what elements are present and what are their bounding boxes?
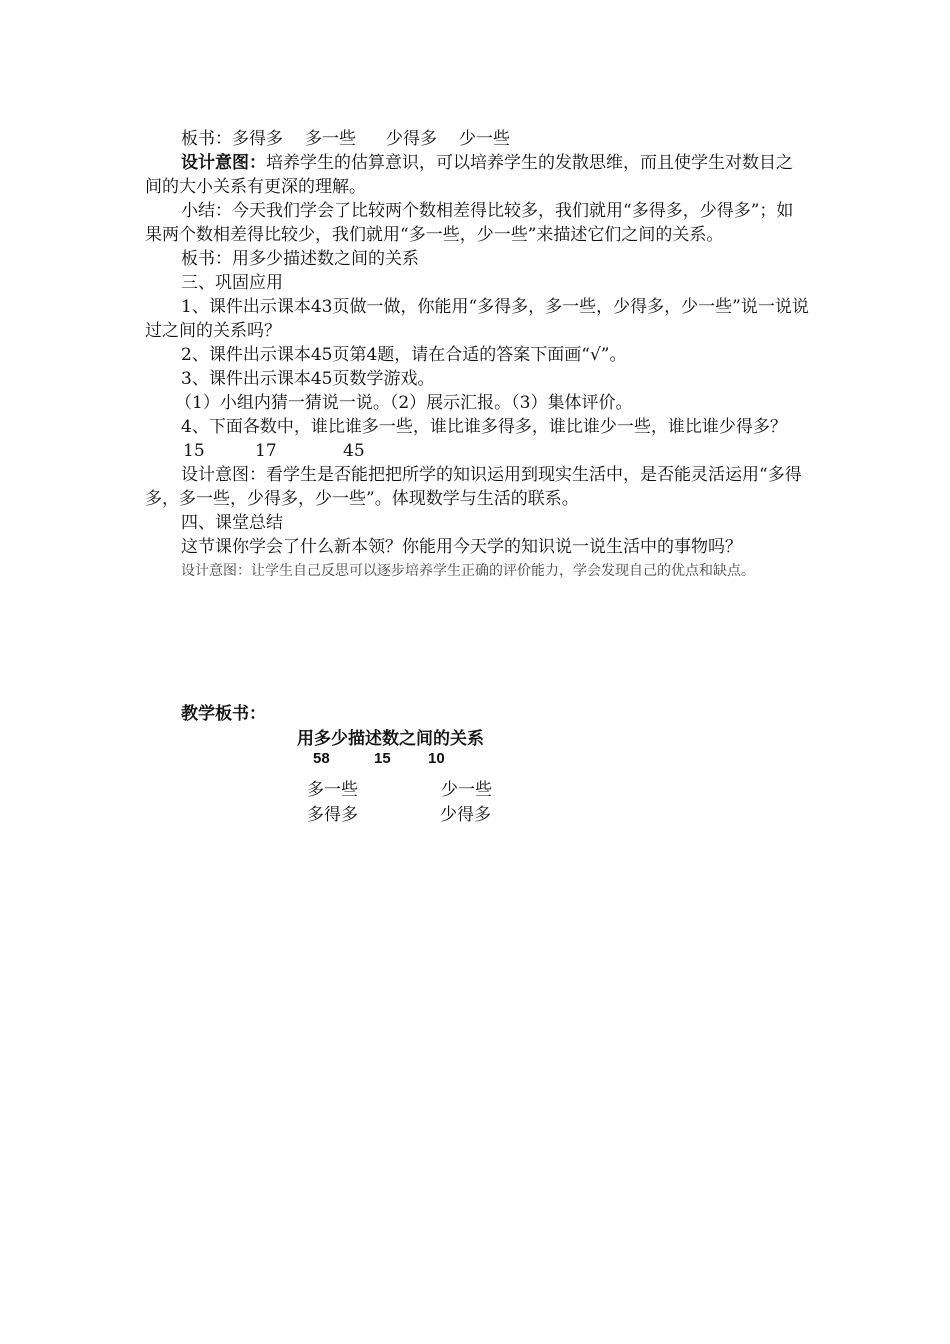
number-item: 17: [255, 441, 277, 461]
exercise-item-1: 1、课件出示课本43页做一做，你能用“多得多，多一些，少得多，少一些”说一说说过之间的关系吗？: [145, 297, 809, 341]
board-row-1-left: 多一些: [307, 780, 358, 800]
board-row-1-right: 少一些: [441, 780, 492, 800]
lesson-content: [145, 127, 809, 584]
board-number: 15: [374, 750, 391, 767]
section-heading-4: 四、课堂总结: [181, 513, 283, 533]
number-item: 15: [183, 441, 205, 461]
board-row-2-right: 少得多: [440, 805, 491, 825]
design-intent-1: 设计意图：培养学生的估算意识，可以培养学生的发散思维，而且使学生对数目之间的大小关系有更深的理解。: [145, 153, 793, 197]
exercise-item-4: 4、下面各数中，谁比谁多一些，谁比谁多得多，谁比谁少一些，谁比谁少得多？: [181, 417, 787, 437]
design-intent-3: 设计意图：让学生自己反思可以逐步培养学生正确的评价能力，学会发现自己的优点和缺点。: [181, 563, 755, 579]
number-item: 45: [343, 441, 365, 461]
exercise-item-3: 3、课件出示课本45页数学游戏。: [181, 369, 435, 389]
board-title: 教学板书：: [181, 704, 266, 724]
section-heading-3: 三、巩固应用: [181, 273, 283, 293]
board-number: 58: [313, 750, 330, 767]
board-number: 10: [428, 750, 445, 767]
board-note: 板书：用多少描述数之间的关系: [181, 249, 419, 269]
exercise-item-2: 2、课件出示课本45页第4题，请在合适的答案下面画“√”。: [181, 345, 627, 365]
exercise-item-3-steps: （1）小组内猜一猜说一说。（2）展示汇报。（3）集体评价。: [175, 393, 633, 413]
board-heading: 用多少描述数之间的关系: [297, 729, 484, 749]
board-line: 板书：多得多 多一些 少得多 少一些: [181, 129, 510, 149]
number-list: [145, 439, 809, 463]
design-intent-2: 设计意图：看学生是否能把把所学的知识运用到现实生活中，是否能灵活运用“多得多，多一些，少得多，少一些”。体现数学与生活的联系。: [145, 465, 802, 509]
closing-question: 这节课你学会了什么新本领？你能用今天学的知识说一说生活中的事物吗？: [181, 537, 742, 557]
board-row-2-left: 多得多: [307, 805, 358, 825]
summary-paragraph: 小结：今天我们学会了比较两个数相差得比较多，我们就用“多得多，少得多”；如果两个数相差得比较少，我们就用“多一些，少一些”来描述它们之间的关系。: [145, 201, 794, 245]
